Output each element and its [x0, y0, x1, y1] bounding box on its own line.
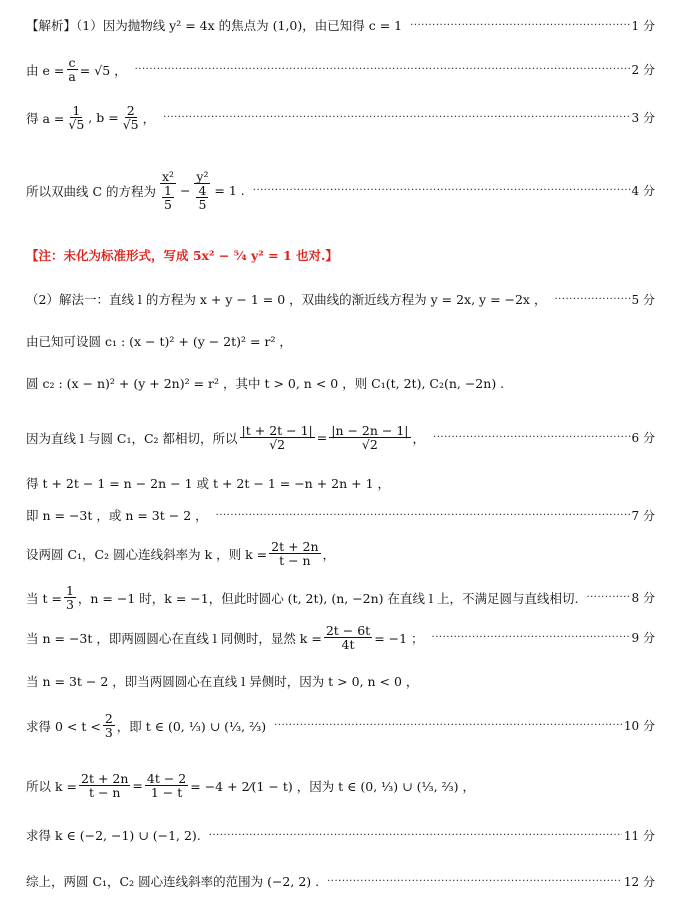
fraction-b: $\frac{4t - 2}{1 - t}$	[146, 771, 187, 801]
line-text-b: = −1 ；	[374, 630, 424, 646]
note-line	[26, 246, 655, 264]
line-text: 由已知可设圆 c₁ : (x − t)² + (y − 2t)² = r² ，	[26, 334, 292, 349]
line-text: 【解析】（1）因为抛物线 y² = 4x 的焦点为 (1,0)，由已知得 c = 1	[26, 18, 403, 33]
line-text-a: 当 n = −3t ，即两圆圆心在直线 l 同侧时，显然 k =	[26, 630, 322, 646]
score-label: 2 分	[631, 63, 655, 78]
fraction-a: $\frac{1}{√5}$	[68, 103, 85, 133]
solution-line-9	[26, 624, 655, 651]
line-text-b: ，即 t ∈ (0, ⅓) ∪ (⅓, ⅔)	[116, 718, 267, 734]
line-text-a: 得 a =	[26, 110, 65, 126]
solution-line-4	[26, 170, 655, 211]
line-text-a: 所以 k =	[26, 778, 77, 794]
solution-line-5	[26, 290, 655, 308]
dot-leader	[163, 112, 629, 123]
dot-leader	[327, 876, 622, 887]
line-text-a: 由 e =	[26, 62, 65, 78]
circle-c2-line	[26, 374, 655, 392]
case-line	[26, 672, 655, 690]
solution-line-10	[26, 712, 655, 739]
equation-line	[26, 474, 655, 492]
solution-line-2	[26, 56, 655, 83]
line-text-a: 设两圆 C₁，C₂ 圆心连线斜率为 k ，则 k =	[26, 546, 268, 562]
line-text-a: 当 t =	[26, 590, 62, 606]
line-text: 综上，两圆 C₁，C₂ 圆心连线斜率的范围为 (−2, 2) .	[26, 874, 320, 889]
line-text-b: = −4 + 2⁄(1 − t) ，因为 t ∈ (0, ⅓) ∪ (⅓, ⅔) ，	[190, 778, 475, 794]
score-label: 11 分	[623, 828, 655, 843]
dot-leader	[433, 432, 630, 443]
line-text: 当 n = 3t − 2 ，即当两圆圆心在直线 l 异侧时，因为 t > 0, n < 0 ，	[26, 674, 419, 689]
score-label: 7 分	[631, 508, 655, 523]
equals-sign: =	[132, 778, 143, 794]
dot-leader	[410, 20, 629, 31]
line-text-mid: , b =	[88, 110, 119, 126]
note-text: 【注：未化为标准形式，写成 5x² − ⁵⁄₄ y² = 1 也对.】	[26, 248, 338, 263]
line-text: 即 n = −3t ，或 n = 3t − 2 ，	[26, 508, 208, 523]
fraction: $\frac{1}{3}$	[65, 583, 74, 613]
line-text-a: 求得 0 < t <	[26, 718, 101, 734]
line-text: （2）解法一：直线 l 的方程为 x + y − 1 = 0 ，双曲线的渐近线方程为 y = 2x, y = −2x ，	[26, 292, 547, 307]
score-label: 12 分	[623, 874, 655, 889]
solution-line-3	[26, 104, 655, 131]
solution-line-12	[26, 872, 655, 890]
fraction: $\frac{2t + 2n}{t - n}$	[271, 539, 319, 569]
solution-line-7	[26, 506, 655, 524]
line-text: 得 t + 2t − 1 = n − 2n − 1 或 t + 2t − 1 = −n + 2n + 1 ，	[26, 476, 390, 491]
fraction: $\frac{c}{a}$	[68, 55, 76, 85]
score-label: 8 分	[631, 591, 655, 606]
score-label: 4 分	[631, 184, 655, 199]
dot-leader	[253, 185, 630, 196]
line-text-a: 因为直线 l 与圆 C₁，C₂ 都相切，所以	[26, 430, 238, 446]
score-label: 10 分	[623, 719, 655, 734]
hyperbola-term-y: $\frac{\text{y²}}{\frac{4}{5}}$	[196, 169, 209, 213]
fraction-a: $\frac{|t + 2t - 1|}{√2}$	[241, 423, 313, 453]
line-text-b: ，	[412, 430, 426, 446]
fraction-a: $\frac{2t + 2n}{t - n}$	[81, 771, 129, 801]
fraction-b: $\frac{|n - 2n - 1|}{√2}$	[331, 423, 409, 453]
hyperbola-term-x: $\frac{\text{x²}}{\frac{1}{5}}$	[161, 169, 175, 213]
line-text-b: ，	[142, 110, 156, 126]
score-label: 1 分	[631, 18, 655, 33]
minus-sign: −	[179, 183, 191, 199]
dot-leader	[209, 830, 622, 841]
equals-sign: =	[316, 430, 328, 446]
dot-leader	[432, 632, 630, 643]
dot-leader	[135, 64, 630, 75]
solution-line-8	[26, 584, 655, 611]
line-text-tail: = 1 .	[214, 183, 245, 199]
line-text-b: ，n = −1 时，k = −1，但此时圆心 (t, 2t), (n, −2n) 在直线 l 上，不满足圆与直线相切.	[77, 590, 579, 606]
dot-leader	[274, 720, 622, 731]
solution-line-1	[26, 16, 655, 34]
solution-line-11	[26, 826, 655, 844]
line-text-a: 所以双曲线 C 的方程为	[26, 183, 157, 199]
score-label: 5 分	[631, 292, 655, 307]
fraction: $\frac{2t - 6t}{4t}$	[325, 623, 371, 653]
slope-definition-line	[26, 540, 655, 567]
line-text: 求得 k ∈ (−2, −1) ∪ (−1, 2).	[26, 828, 201, 843]
dot-leader	[554, 294, 629, 305]
line-text: 圆 c₂ : (x − n)² + (y + 2n)² = r² ，其中 t > 0, n < 0 ，则 C₁(t, 2t), C₂(n, −2n) .	[26, 376, 505, 391]
line-text-b: = √5 ，	[79, 62, 127, 78]
fraction: $\frac{2}{3}$	[104, 711, 113, 741]
dot-leader	[216, 510, 630, 521]
fraction-b: $\frac{2}{√5}$	[122, 103, 139, 133]
circle-c1-line	[26, 332, 655, 350]
solution-line-6	[26, 424, 655, 451]
line-text-b: ，	[322, 546, 336, 562]
score-label: 6 分	[631, 431, 655, 446]
score-label: 9 分	[631, 631, 655, 646]
dot-leader	[586, 592, 629, 603]
slope-expression-line	[26, 772, 655, 799]
score-label: 3 分	[631, 111, 655, 126]
